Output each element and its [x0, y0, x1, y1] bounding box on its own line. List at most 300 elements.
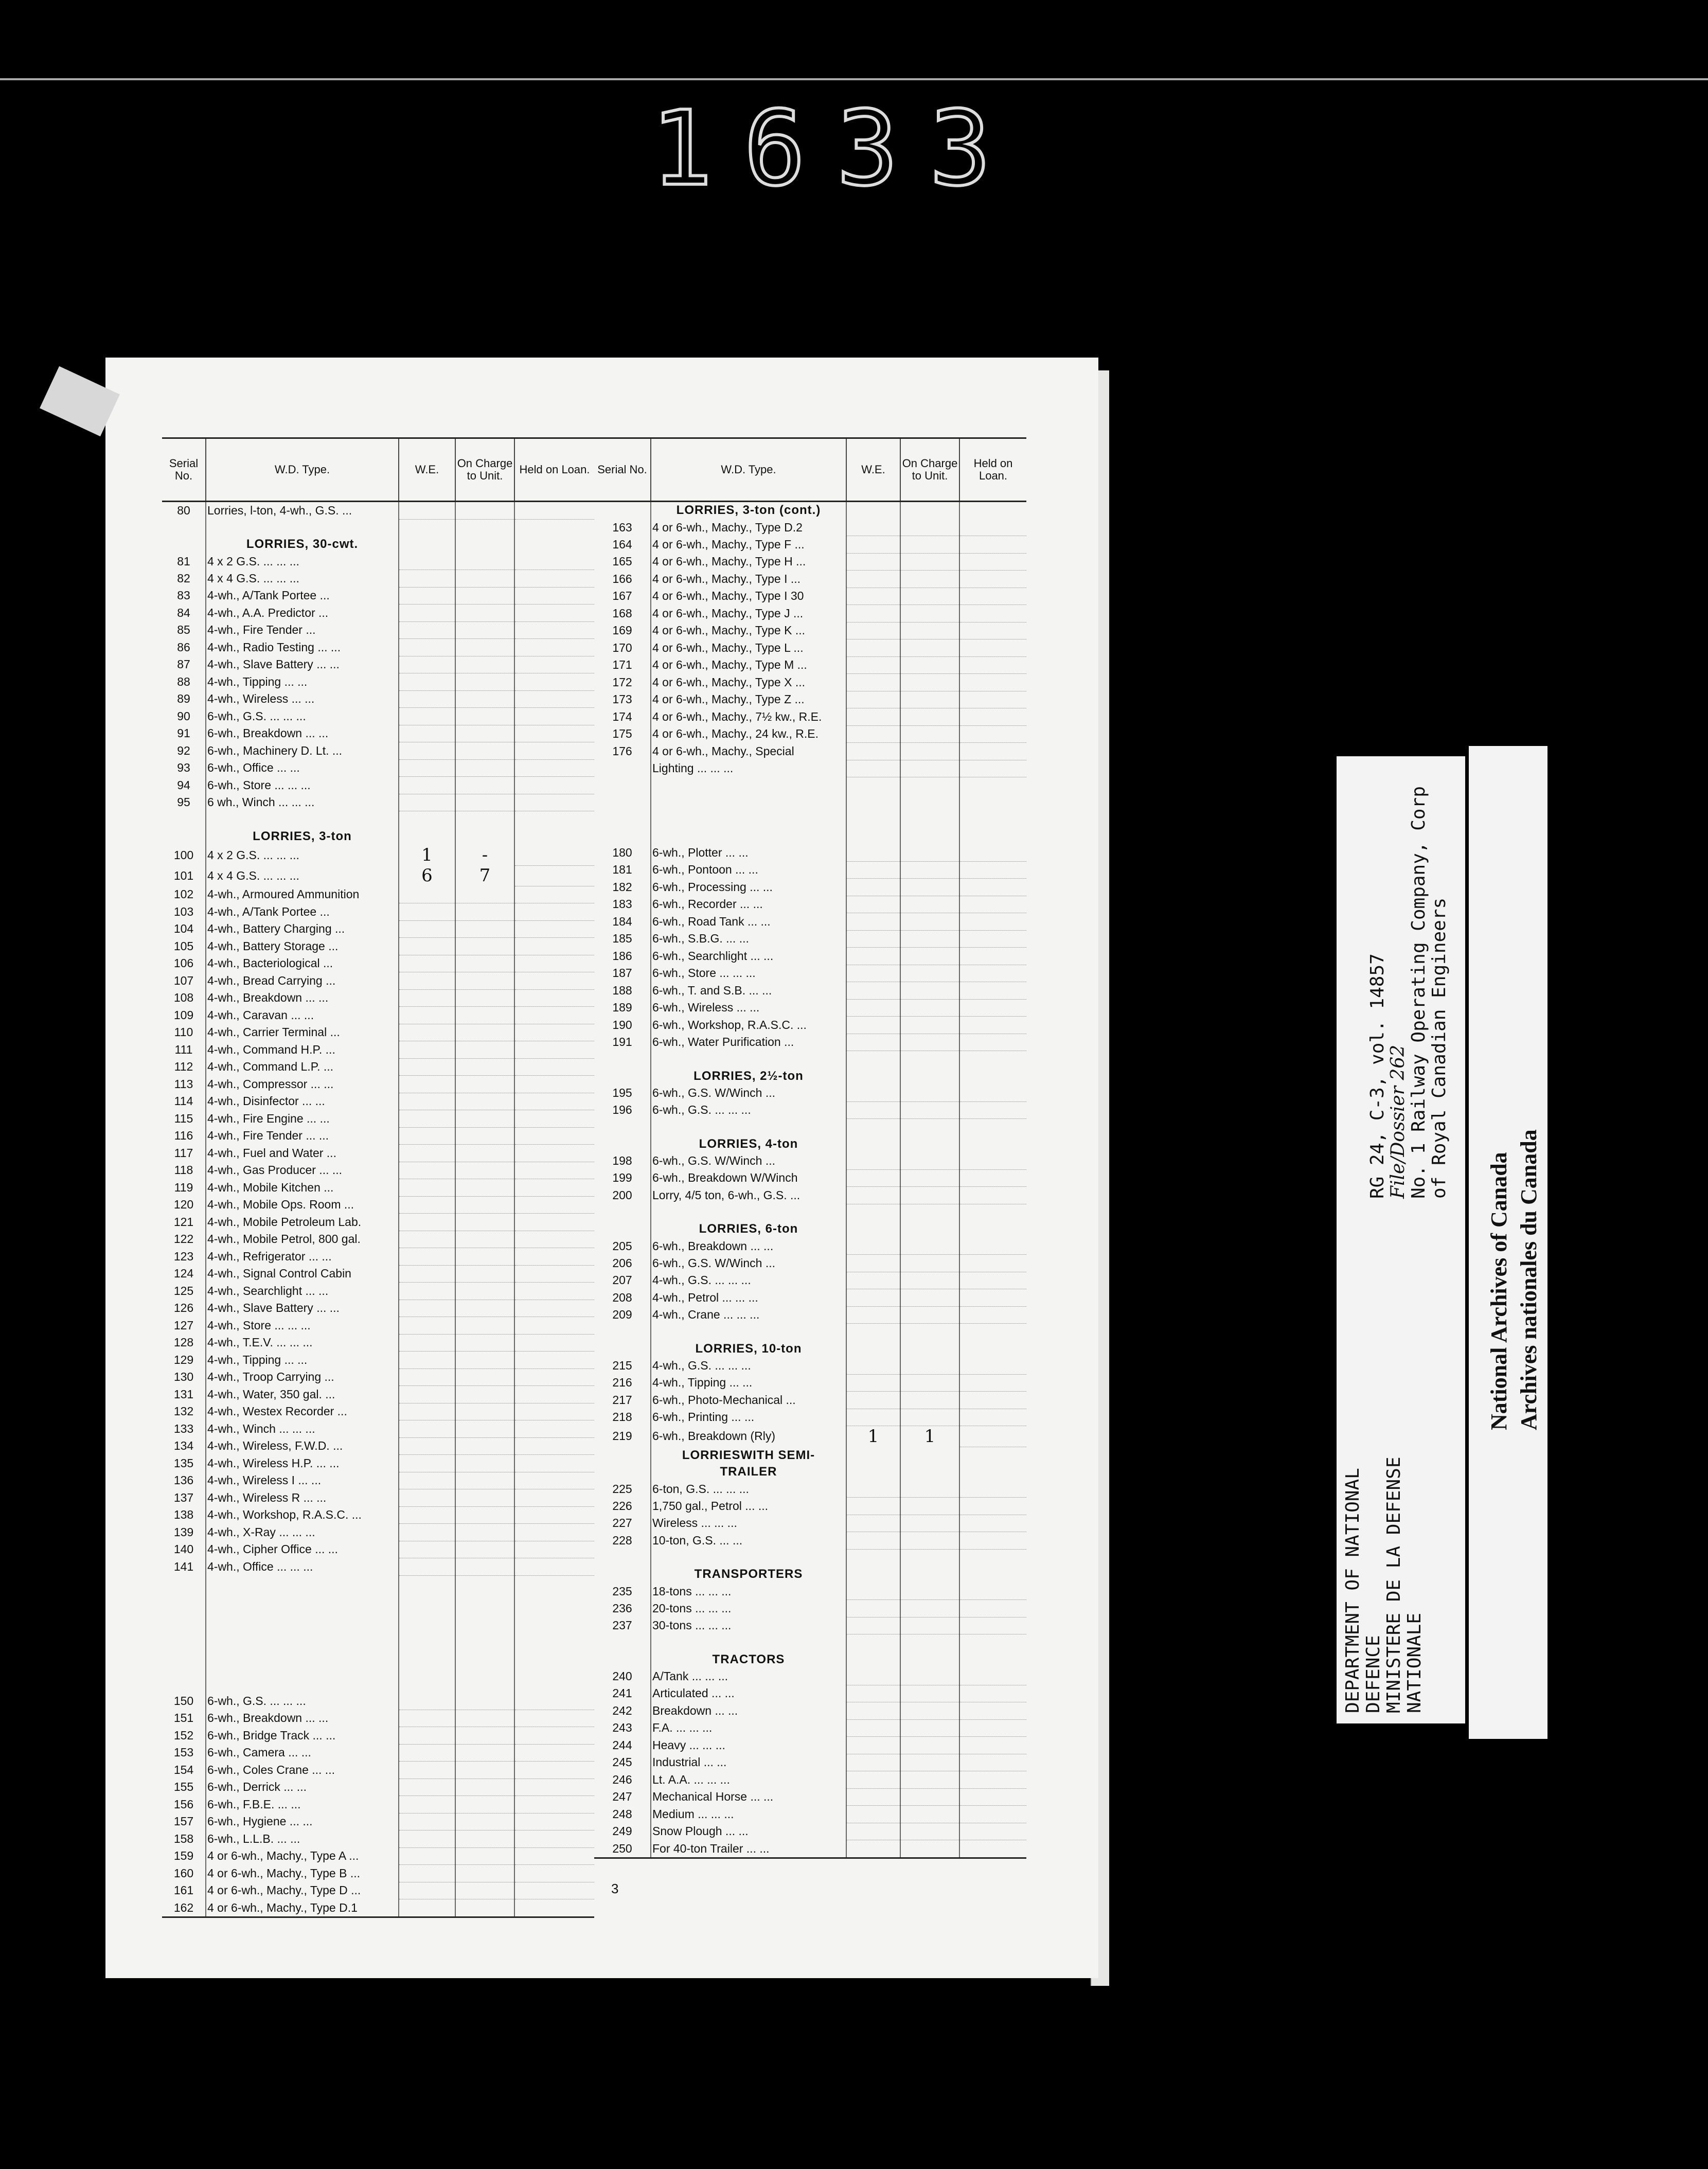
reference-line: No. 1 Railway Operating Company, Corp [1408, 786, 1429, 1199]
held-on-loan-value [514, 553, 594, 570]
table-row [162, 1334, 594, 1352]
serial-no: 123 [173, 1249, 194, 1263]
wd-type: 4-wh., Bacteriological ... [206, 955, 399, 972]
on-charge-value [455, 1847, 514, 1865]
on-charge-value [900, 879, 959, 896]
we-value [846, 930, 900, 948]
wd-type: 4-wh., Gas Producer ... ... [206, 1162, 399, 1179]
table-row [594, 1169, 1026, 1187]
held-on-loan-value [514, 1334, 594, 1352]
wd-type: 6-wh., Office ... ... [206, 759, 399, 777]
section-header: LORRIES, 10-ton [651, 1341, 846, 1358]
serial-no: 175 [612, 727, 632, 741]
we-value [399, 989, 455, 1007]
serial-no: 218 [612, 1410, 632, 1424]
we-value [846, 1238, 900, 1255]
section-header: LORRIESWITH SEMI- [651, 1447, 846, 1464]
serial-no: 108 [173, 991, 194, 1005]
on-charge-value [900, 656, 959, 674]
we-value [399, 742, 455, 760]
table-row [162, 656, 594, 673]
we-value [399, 1076, 455, 1093]
we-value [846, 1617, 900, 1634]
held-on-loan-value [959, 1481, 1026, 1498]
table-row [162, 1847, 594, 1865]
section-header-row [594, 1447, 1026, 1464]
on-charge-value [455, 1300, 514, 1317]
on-charge-value [900, 1017, 959, 1034]
we-value [846, 1306, 900, 1324]
table-row [594, 1017, 1026, 1034]
serial-no: 114 [174, 1094, 193, 1108]
held-on-loan-value [514, 1489, 594, 1507]
we-value [399, 1693, 455, 1710]
held-on-loan-value [514, 1420, 594, 1438]
wd-type: 6-wh., S.B.G. ... ... [651, 930, 846, 948]
serial-no: 169 [612, 624, 632, 637]
held-on-loan-value [959, 622, 1026, 639]
we-value: 1 [399, 845, 455, 865]
table-row [162, 886, 594, 903]
we-value [846, 1084, 900, 1101]
held-on-loan-value [514, 1024, 594, 1041]
on-charge-value [900, 1737, 959, 1754]
on-charge-value [455, 553, 514, 570]
held-on-loan-value [959, 1272, 1026, 1289]
on-charge-value [455, 708, 514, 725]
table-row [594, 1719, 1026, 1737]
table-row [162, 1710, 594, 1727]
on-charge-value [455, 1368, 514, 1386]
table-row [162, 989, 594, 1007]
wd-type: 4 or 6-wh., Machy., Type D ... [206, 1882, 399, 1899]
we-value [846, 1392, 900, 1409]
held-on-loan-value [514, 1145, 594, 1162]
wd-type: 4-wh., Tipping ... ... [651, 1374, 846, 1392]
we-value [846, 1272, 900, 1289]
held-on-loan-value [514, 1796, 594, 1814]
wd-type: 4-wh., Wireless ... ... [206, 690, 399, 708]
serial-no: 187 [612, 966, 632, 980]
spacer-row [594, 828, 1026, 845]
serial-no: 189 [612, 1001, 632, 1015]
serial-no: 247 [612, 1790, 632, 1804]
on-charge-value [455, 1506, 514, 1524]
table-row [594, 571, 1026, 588]
serial-no: 228 [612, 1533, 632, 1547]
held-on-loan-value [959, 1238, 1026, 1255]
on-charge-value [455, 1007, 514, 1024]
on-charge-value [455, 1899, 514, 1917]
table-row [162, 1231, 594, 1248]
section-header: LORRIES, 4-ton [651, 1136, 846, 1153]
wd-type: 4-wh., Searchlight ... ... [206, 1283, 399, 1300]
table-row [162, 1472, 594, 1489]
on-charge-value [900, 1187, 959, 1204]
held-on-loan-value [959, 999, 1026, 1017]
on-charge-value [455, 1024, 514, 1041]
on-charge-value [900, 536, 959, 554]
header-held-on-loan: Held on Loan. [959, 438, 1026, 502]
wd-type: 4-wh., Armoured Ammunition [206, 886, 399, 903]
we-value [846, 1806, 900, 1823]
serial-no: 216 [612, 1376, 632, 1390]
wd-type: 4 or 6-wh., Machy., Type M ... [651, 656, 846, 674]
we-value [846, 588, 900, 605]
header-on-charge: On Charge to Unit. [900, 438, 959, 502]
held-on-loan-value [514, 1506, 594, 1524]
serial-no: 176 [612, 744, 632, 758]
we-value [846, 708, 900, 726]
on-charge-value [455, 759, 514, 777]
on-charge-value [900, 1771, 959, 1789]
table-row [162, 794, 594, 811]
serial-no: 185 [612, 932, 632, 946]
held-on-loan-value [514, 1524, 594, 1541]
serial-no: 235 [612, 1584, 632, 1598]
spacer-row [162, 811, 594, 828]
wd-type: 4 or 6-wh., Machy., Type I ... [651, 571, 846, 588]
we-value: 6 [399, 865, 455, 886]
we-value [399, 1899, 455, 1917]
serial-no: 225 [612, 1482, 632, 1496]
on-charge-value [900, 571, 959, 588]
wd-type: Lt. A.A. ... ... ... [651, 1771, 846, 1789]
on-charge-value [455, 920, 514, 938]
spacer-row [162, 1643, 594, 1660]
serial-no: 166 [612, 572, 632, 585]
we-value [846, 1532, 900, 1550]
section-header: LORRIES, 3-ton (cont.) [651, 502, 846, 519]
table-row [594, 674, 1026, 691]
we-value [846, 1374, 900, 1392]
held-on-loan-value [514, 621, 594, 639]
held-on-loan-value [959, 896, 1026, 913]
held-on-loan-value [959, 879, 1026, 896]
serial-no: 94 [177, 778, 190, 792]
table-row [162, 955, 594, 972]
table-row [594, 1392, 1026, 1409]
serial-no: 196 [612, 1103, 632, 1117]
on-charge-value [900, 1617, 959, 1634]
on-charge-value [455, 1882, 514, 1899]
wd-type: Breakdown ... ... [651, 1702, 846, 1720]
section-header-row [594, 1651, 1026, 1668]
wd-type: 4 or 6-wh., Machy., Type K ... [651, 622, 846, 639]
on-charge-value [455, 1762, 514, 1779]
we-value [846, 1600, 900, 1617]
held-on-loan-value [514, 903, 594, 921]
held-on-loan-value [514, 1076, 594, 1093]
on-charge-value [900, 708, 959, 726]
wd-type: 4-wh., Mobile Kitchen ... [206, 1179, 399, 1197]
table-row [594, 1532, 1026, 1550]
wd-type: 4-wh., Tipping ... ... [206, 1352, 399, 1369]
table-row [162, 1093, 594, 1110]
wd-type: 4-wh., Battery Storage ... [206, 938, 399, 955]
perforated-stamp-number: 1633 [651, 89, 1022, 209]
table-row [162, 690, 594, 708]
serial-no: 164 [612, 537, 632, 551]
table-row [594, 844, 1026, 861]
held-on-loan-value [514, 865, 594, 886]
section-header-row [594, 1341, 1026, 1358]
serial-no: 109 [173, 1008, 194, 1022]
wd-type: 4-wh., Compressor ... ... [206, 1076, 399, 1093]
on-charge-value [900, 674, 959, 691]
held-on-loan-value [959, 760, 1026, 777]
held-on-loan-value [959, 1806, 1026, 1823]
held-on-loan-value [514, 1403, 594, 1420]
ledger-table-left [162, 437, 594, 1921]
wd-type: 4 or 6-wh., Machy., Type L ... [651, 639, 846, 657]
held-on-loan-value [514, 673, 594, 691]
table-row [162, 1813, 594, 1830]
serial-no: 103 [173, 904, 194, 918]
serial-no: 104 [173, 922, 194, 936]
wd-type: 6-wh., Searchlight ... ... [651, 948, 846, 965]
table-row [162, 1283, 594, 1300]
table-row [162, 1248, 594, 1266]
table-row [594, 691, 1026, 708]
serial-no: 151 [173, 1711, 194, 1725]
on-charge-value [900, 1238, 959, 1255]
we-value [399, 1472, 455, 1489]
on-charge-value [900, 1719, 959, 1737]
table-row [594, 1272, 1026, 1289]
serial-no: 92 [177, 743, 190, 757]
we-value [399, 605, 455, 622]
held-on-loan-value [514, 1041, 594, 1059]
held-on-loan-value [514, 1110, 594, 1128]
held-on-loan-value [514, 1541, 594, 1558]
table-row [594, 1806, 1026, 1823]
archive-reference-label [1337, 756, 1465, 1723]
on-charge-value [900, 1702, 959, 1720]
we-value [399, 725, 455, 742]
we-value [846, 725, 900, 743]
table-row [162, 742, 594, 760]
on-charge-value [455, 1352, 514, 1369]
serial-no: 170 [612, 641, 632, 654]
we-value [846, 743, 900, 760]
table-row [162, 1214, 594, 1231]
on-charge-value [900, 1668, 959, 1685]
we-value [846, 948, 900, 965]
on-charge-value [455, 1710, 514, 1727]
held-on-loan-value [514, 886, 594, 903]
serial-no: 186 [612, 949, 632, 963]
held-on-loan-value [959, 1306, 1026, 1324]
serial-no: 168 [612, 606, 632, 620]
serial-no: 226 [612, 1499, 632, 1513]
held-on-loan-value [959, 1532, 1026, 1550]
held-on-loan-value [959, 1187, 1026, 1204]
on-charge-value [900, 1481, 959, 1498]
held-on-loan-value [514, 587, 594, 605]
on-charge-value [455, 1041, 514, 1059]
held-on-loan-value [959, 1617, 1026, 1634]
on-charge-value [900, 1101, 959, 1119]
table-row [594, 879, 1026, 896]
on-charge-value [900, 1306, 959, 1324]
wd-type: Articulated ... ... [651, 1685, 846, 1702]
table-row [594, 1289, 1026, 1307]
wd-type: 6-wh., Breakdown (Rly) [651, 1426, 846, 1447]
on-charge-value [900, 639, 959, 657]
we-value [399, 1093, 455, 1110]
serial-no: 86 [177, 640, 190, 654]
wd-type: 6-wh., Water Purification ... [651, 1034, 846, 1051]
spacer-row [162, 1609, 594, 1626]
table-row [594, 1498, 1026, 1515]
we-value [846, 1255, 900, 1272]
wd-type: 4 x 4 G.S. ... ... ... [206, 865, 399, 886]
wd-type: 4 or 6-wh., Machy., Type D.1 [206, 1899, 399, 1917]
on-charge-value [455, 725, 514, 742]
we-value [846, 913, 900, 931]
table-row [162, 1779, 594, 1796]
we-value [846, 622, 900, 639]
we-value: 1 [846, 1426, 900, 1447]
table-row [594, 1515, 1026, 1532]
wd-type: 4-wh., Slave Battery ... ... [206, 1300, 399, 1317]
on-charge-value [900, 1392, 959, 1409]
wd-type: 6-wh., Breakdown ... ... [206, 725, 399, 742]
on-charge-value [455, 1386, 514, 1403]
we-value [399, 690, 455, 708]
on-charge-value [900, 1272, 959, 1289]
table-row [594, 588, 1026, 605]
serial-no: 124 [173, 1267, 194, 1281]
we-value [846, 1737, 900, 1754]
held-on-loan-value [959, 656, 1026, 674]
serial-no: 227 [612, 1516, 632, 1530]
held-on-loan-value [514, 759, 594, 777]
on-charge-value [900, 844, 959, 861]
serial-no [594, 760, 651, 777]
serial-no: 153 [173, 1746, 194, 1759]
held-on-loan-value [514, 1265, 594, 1283]
serial-no: 155 [173, 1780, 194, 1794]
held-on-loan-value [514, 1214, 594, 1231]
we-value [399, 1455, 455, 1472]
table-row [594, 708, 1026, 726]
serial-no: 245 [612, 1755, 632, 1769]
wd-type: 6-wh., L.L.B. ... ... [206, 1830, 399, 1848]
table-row [162, 1727, 594, 1745]
table-row [594, 1357, 1026, 1374]
on-charge-value [900, 948, 959, 965]
table-row [162, 1386, 594, 1403]
wd-type: Lighting ... ... ... [651, 760, 846, 777]
on-charge-value [900, 725, 959, 743]
serial-no: 158 [173, 1832, 194, 1845]
table-row [594, 861, 1026, 879]
table-row [162, 1796, 594, 1814]
section-header-row [594, 1221, 1026, 1238]
table-row [162, 639, 594, 656]
wd-type: 4 or 6-wh., Machy., Type Z ... [651, 691, 846, 708]
wd-type: 6-wh., G.S. ... ... ... [206, 1693, 399, 1710]
held-on-loan-value [959, 844, 1026, 861]
table-row [162, 1024, 594, 1041]
held-on-loan-value [514, 708, 594, 725]
wd-type: 6-wh., G.S. W/Winch ... [651, 1255, 846, 1272]
held-on-loan-value [514, 1352, 594, 1369]
serial-no: 198 [612, 1154, 632, 1167]
on-charge-value [900, 1152, 959, 1169]
we-value [399, 1145, 455, 1162]
wd-type: 4 or 6-wh., Machy., Type F ... [651, 536, 846, 554]
wd-type: 4-wh., Radio Testing ... ... [206, 639, 399, 656]
serial-no: 107 [173, 973, 194, 987]
we-value [399, 759, 455, 777]
we-value [399, 1386, 455, 1403]
ledger-rows-right [594, 502, 1026, 1858]
serial-no: 156 [173, 1797, 194, 1811]
serial-no: 118 [174, 1163, 193, 1177]
we-value [399, 1368, 455, 1386]
we-value [399, 1300, 455, 1317]
on-charge-value [900, 1409, 959, 1426]
table-row [162, 1744, 594, 1762]
wd-type: A/Tank ... ... ... [651, 1668, 846, 1685]
held-on-loan-value [514, 1710, 594, 1727]
serial-no: 122 [173, 1232, 194, 1246]
wd-type: 6-wh., Processing ... ... [651, 879, 846, 896]
table-bottom-rule [594, 1858, 1026, 1862]
wd-type: 4-wh., Fire Engine ... ... [206, 1110, 399, 1128]
on-charge-value [455, 1813, 514, 1830]
table-row [594, 913, 1026, 931]
held-on-loan-value [959, 588, 1026, 605]
we-value [846, 1357, 900, 1374]
serial-no: 83 [177, 589, 190, 602]
serial-no: 87 [177, 657, 190, 671]
wd-type: 6-wh., Workshop, R.A.S.C. ... [651, 1017, 846, 1034]
archives-english: National Archives of Canada [1486, 1152, 1511, 1430]
wd-type: 4-wh., Fire Tender ... [206, 621, 399, 639]
serial-no: 127 [173, 1318, 194, 1332]
table-row [594, 1374, 1026, 1392]
table-row [594, 1754, 1026, 1771]
held-on-loan-value [959, 1084, 1026, 1101]
held-on-loan-value [514, 1007, 594, 1024]
held-on-loan-value [514, 1248, 594, 1266]
serial-no: 125 [173, 1284, 194, 1297]
wd-type: 6-wh., Store ... ... ... [651, 965, 846, 982]
held-on-loan-value [959, 571, 1026, 588]
header-on-charge: On Charge to Unit. [455, 438, 514, 502]
on-charge-value [455, 972, 514, 990]
serial-no: 206 [612, 1256, 632, 1270]
wd-type: 4-wh., Westex Recorder ... [206, 1403, 399, 1420]
wd-type: 4-wh., Store ... ... ... [206, 1317, 399, 1335]
we-value [399, 1524, 455, 1541]
on-charge-value [455, 1076, 514, 1093]
we-value [399, 1506, 455, 1524]
section-header-row [594, 1566, 1026, 1583]
wd-type: 4-wh., Troop Carrying ... [206, 1368, 399, 1386]
on-charge-value [900, 1532, 959, 1550]
wd-type: Lorry, 4/5 ton, 6-wh., G.S. ... [651, 1187, 846, 1204]
serial-no: 141 [173, 1559, 194, 1573]
wd-type: 4 x 2 G.S. ... ... ... [206, 553, 399, 570]
serial-no: 91 [177, 726, 190, 740]
on-charge-value [455, 742, 514, 760]
wd-type: 6-wh., G.S. W/Winch ... [651, 1152, 846, 1169]
